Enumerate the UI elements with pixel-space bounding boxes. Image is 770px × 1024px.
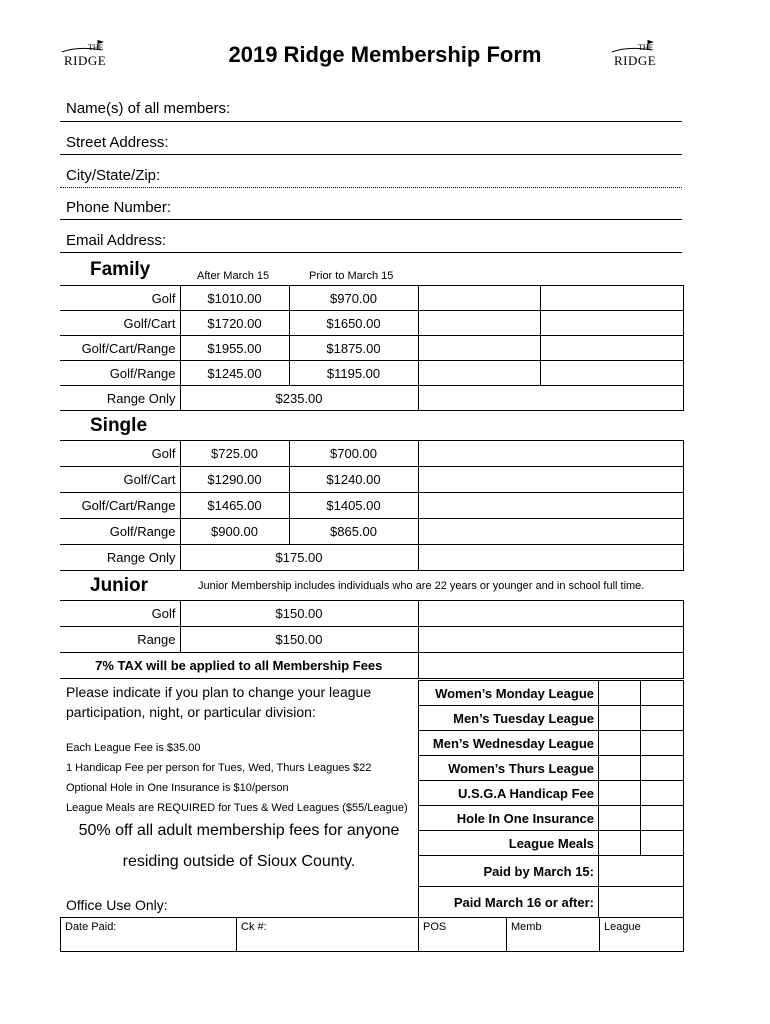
after-price: $725.00 [180, 441, 289, 467]
entry-cell[interactable] [599, 681, 641, 706]
prior-price: $1405.00 [289, 493, 418, 519]
table-row [60, 519, 683, 545]
league-name: Women’s Monday League [419, 681, 599, 706]
table-row [60, 493, 683, 519]
entry-cell[interactable] [418, 286, 540, 311]
table-row [60, 627, 683, 653]
memb-field[interactable]: Memb [507, 918, 600, 952]
entry-cell[interactable] [641, 731, 684, 756]
single-title: Single [90, 415, 148, 436]
city-field-label: City/State/Zip: [66, 167, 161, 184]
entry-cell[interactable] [418, 627, 683, 653]
league-prompt: Please indicate if you plan to change your league participation, night, or particular division: [66, 684, 372, 720]
entry-cell[interactable] [599, 756, 641, 781]
entry-cell[interactable] [540, 311, 683, 336]
table-row [60, 545, 683, 571]
league-name: League Meals [419, 831, 599, 856]
logo-ridge: RIDGE [614, 53, 657, 68]
entry-cell[interactable] [418, 386, 683, 411]
entry-cell[interactable] [418, 519, 683, 545]
family-table [60, 285, 684, 411]
table-row [419, 806, 684, 831]
row-label: Golf [60, 286, 180, 311]
entry-cell[interactable] [418, 361, 540, 386]
table-row [60, 361, 683, 386]
entry-cell[interactable] [540, 361, 683, 386]
row-label: Golf/Range [60, 361, 180, 386]
junior-title: Junior [90, 575, 149, 596]
after-march-header: After March 15 [197, 270, 270, 282]
row-label: Golf [60, 441, 180, 467]
table-row [60, 467, 683, 493]
league-note: 1 Handicap Fee per person for Tues, Wed, Thurs Leagues $22 [66, 762, 372, 774]
table-row [419, 706, 684, 731]
league-name: U.S.G.A Handicap Fee [419, 781, 599, 806]
prior-price: $1650.00 [289, 311, 418, 336]
office-use-title: Office Use Only: [66, 897, 168, 913]
family-title: Family [90, 259, 151, 280]
row-label: Golf/Cart/Range [60, 493, 180, 519]
league-table [418, 680, 684, 918]
entry-cell[interactable] [641, 681, 684, 706]
single-table [60, 440, 684, 571]
junior-price: $150.00 [180, 601, 418, 627]
league-name: Men’s Tuesday League [419, 706, 599, 731]
page-title: 2019 Ridge Membership Form [228, 42, 542, 67]
entry-cell[interactable] [418, 601, 683, 627]
table-row [419, 681, 684, 706]
entry-cell[interactable] [641, 831, 684, 856]
table-row [61, 918, 684, 952]
entry-cell[interactable] [418, 467, 683, 493]
names-field-line[interactable] [60, 121, 682, 122]
junior-note: Junior Membership includes individuals who are 22 years or younger and in school full time. [198, 580, 645, 592]
entry-cell[interactable] [641, 806, 684, 831]
table-row [419, 731, 684, 756]
league-note: Each League Fee is $35.00 [66, 742, 201, 754]
table-row [60, 386, 683, 411]
entry-cell[interactable] [540, 336, 683, 361]
prior-march-header: Prior to March 15 [309, 270, 394, 282]
after-price: $1245.00 [180, 361, 289, 386]
entry-cell[interactable] [599, 781, 641, 806]
after-price: $1955.00 [180, 336, 289, 361]
table-row [419, 887, 684, 918]
table-row [419, 831, 684, 856]
entry-cell[interactable] [418, 493, 683, 519]
names-field-label: Name(s) of all members: [66, 100, 231, 117]
after-price: $900.00 [180, 519, 289, 545]
logo-the: THE [638, 43, 654, 52]
entry-cell[interactable] [418, 311, 540, 336]
discount-line-1: 50% off all adult membership fees for anyone [78, 822, 400, 839]
entry-cell[interactable] [641, 781, 684, 806]
league-name: Men’s Wednesday League [419, 731, 599, 756]
tax-notice: 7% TAX will be applied to all Membership Fees [60, 653, 418, 679]
row-label: Range Only [60, 545, 180, 571]
date-paid-field[interactable]: Date Paid: [61, 918, 237, 952]
after-price: $1290.00 [180, 467, 289, 493]
row-label: Range Only [60, 386, 180, 411]
prior-price: $1195.00 [289, 361, 418, 386]
prior-price: $1240.00 [289, 467, 418, 493]
prior-price: $865.00 [289, 519, 418, 545]
logo-ridge: RIDGE [64, 53, 107, 68]
entry-cell[interactable] [599, 831, 641, 856]
row-label: Golf/Cart/Range [60, 336, 180, 361]
entry-cell[interactable] [540, 286, 683, 311]
prior-price: $970.00 [289, 286, 418, 311]
phone-field-line[interactable] [60, 219, 682, 220]
entry-cell[interactable] [599, 706, 641, 731]
table-row [60, 286, 683, 311]
prior-price: $1875.00 [289, 336, 418, 361]
row-label: Golf [60, 601, 180, 627]
junior-price: $150.00 [180, 627, 418, 653]
table-row [60, 653, 683, 679]
row-label: Golf/Cart [60, 467, 180, 493]
row-label: Golf/Cart [60, 311, 180, 336]
table-row [60, 601, 683, 627]
entry-cell[interactable] [599, 806, 641, 831]
after-price: $1010.00 [180, 286, 289, 311]
league-name: Women’s Thurs League [419, 756, 599, 781]
row-label: Golf/Range [60, 519, 180, 545]
pos-field[interactable]: POS [419, 918, 507, 952]
after-price: $1720.00 [180, 311, 289, 336]
street-field-line[interactable] [60, 154, 682, 155]
range-price: $235.00 [180, 386, 418, 411]
table-row [419, 856, 684, 887]
league-field[interactable]: League [600, 918, 684, 952]
check-number-field[interactable]: Ck #: [237, 918, 419, 952]
junior-table [60, 600, 684, 679]
discount-line-2: residing outside of Sioux County. [122, 853, 356, 870]
league-left-panel [60, 680, 419, 882]
table-row [419, 781, 684, 806]
league-name: Hole In One Insurance [419, 806, 599, 831]
email-field-label: Email Address: [66, 232, 167, 249]
range-price: $175.00 [180, 545, 418, 571]
prior-price: $700.00 [289, 441, 418, 467]
after-price: $1465.00 [180, 493, 289, 519]
table-row [60, 441, 683, 467]
entry-cell[interactable] [599, 731, 641, 756]
entry-cell[interactable] [418, 653, 683, 679]
paid-label: Paid by March 15: [419, 856, 599, 887]
entry-cell[interactable] [599, 887, 684, 918]
entry-cell[interactable] [641, 756, 684, 781]
email-field-line[interactable] [60, 252, 682, 253]
paid-label: Paid March 16 or after: [419, 887, 599, 918]
table-row [60, 311, 683, 336]
logo-the: THE [88, 43, 104, 52]
street-field-label: Street Address: [66, 134, 169, 151]
table-row [419, 756, 684, 781]
table-row [60, 336, 683, 361]
entry-cell[interactable] [418, 336, 540, 361]
city-field-line[interactable] [60, 187, 682, 188]
phone-field-label: Phone Number: [66, 199, 172, 216]
entry-cell[interactable] [641, 706, 684, 731]
office-use-table [60, 917, 684, 952]
entry-cell[interactable] [418, 545, 683, 571]
entry-cell[interactable] [599, 856, 684, 887]
league-note: Optional Hole in One Insurance is $10/person [66, 782, 289, 794]
row-label: Range [60, 627, 180, 653]
entry-cell[interactable] [418, 441, 683, 467]
league-note: League Meals are REQUIRED for Tues & Wed Leagues ($55/League) [66, 802, 408, 814]
